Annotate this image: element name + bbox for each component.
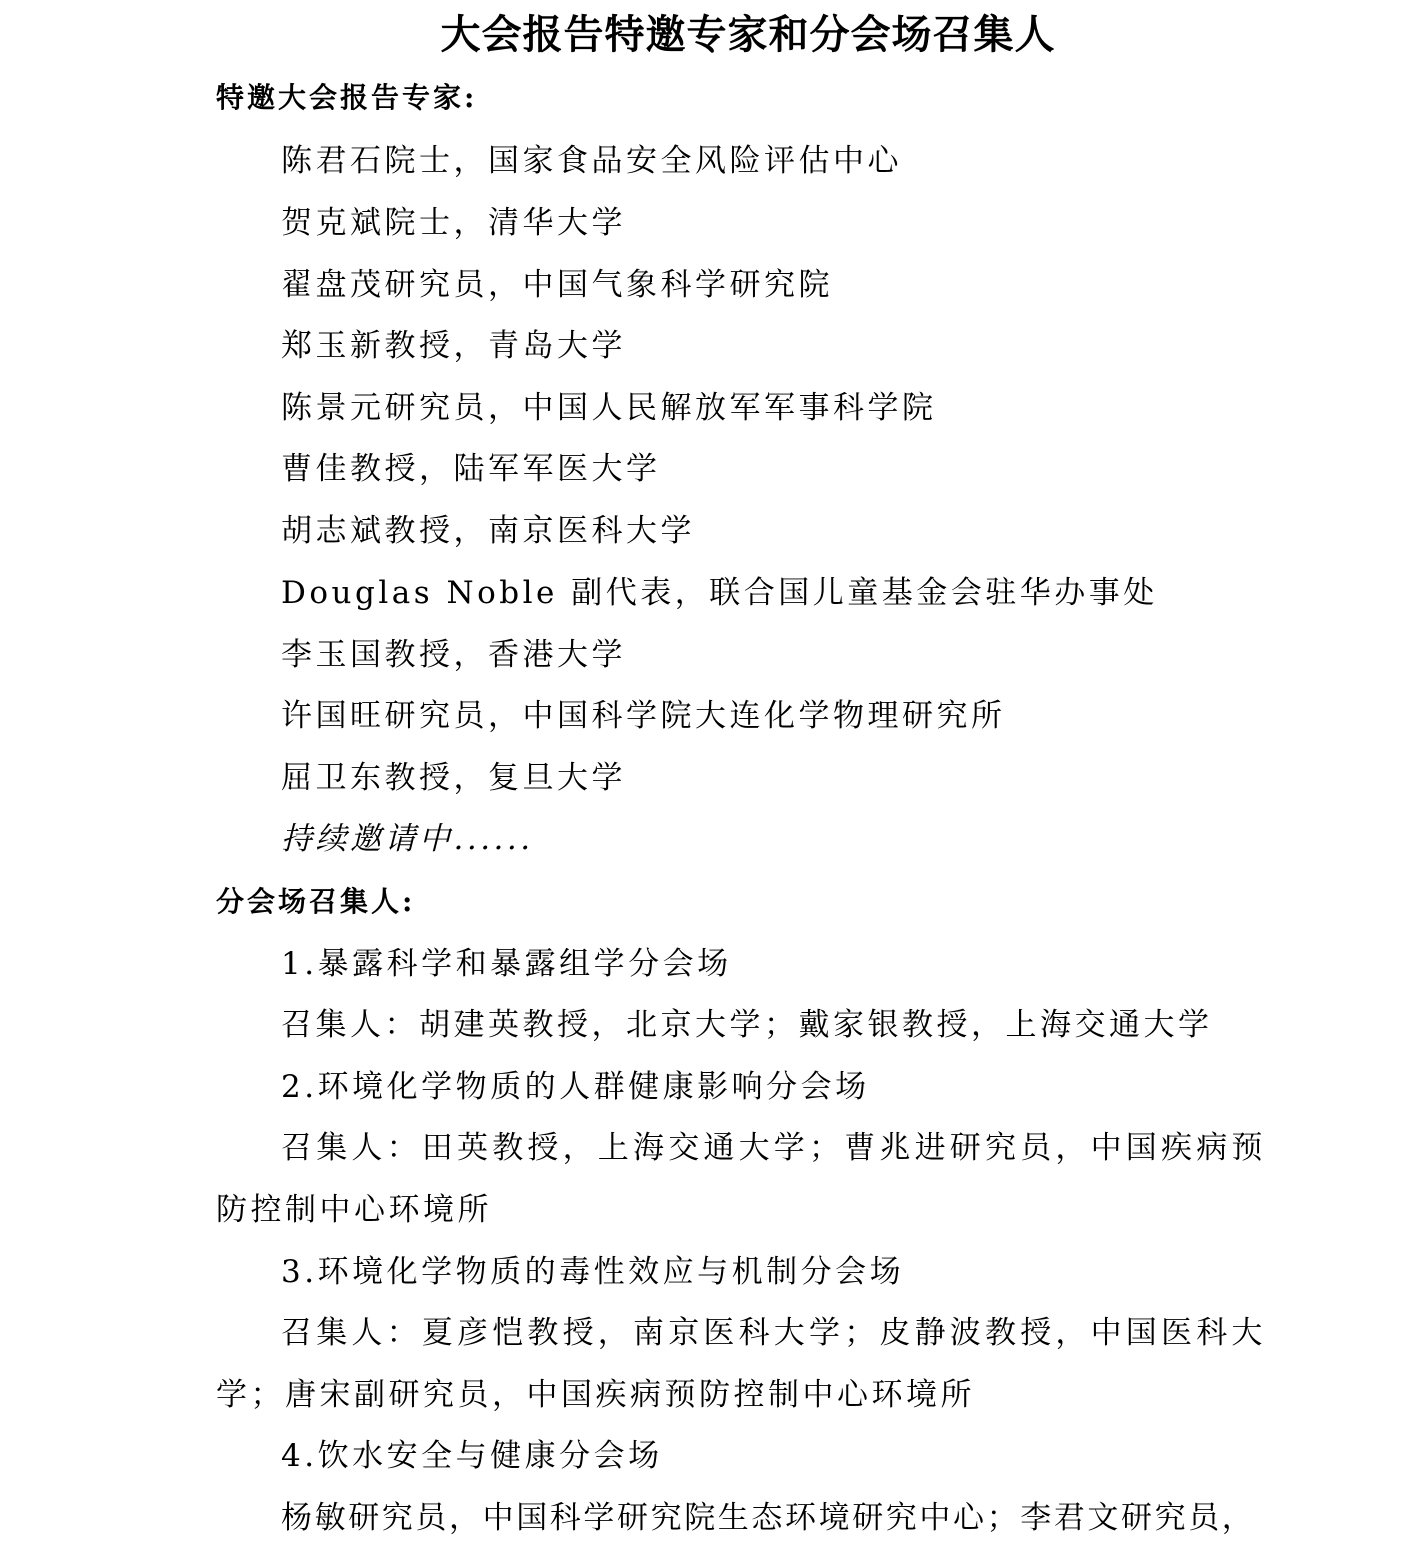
invited-expert: 许国旺研究员，中国科学院大连化学物理研究所 bbox=[281, 698, 1006, 734]
session-conveners: 召集人：田英教授，上海交通大学；曹兆进研究员，中国疾病预 bbox=[281, 1130, 1267, 1166]
session-conveners: 召集人：胡建英教授，北京大学；戴家银教授，上海交通大学 bbox=[281, 1007, 1213, 1043]
session-conveners-cont: 学；唐宋副研究员，中国疾病预防控制中心环境所 bbox=[216, 1377, 975, 1413]
invitation-ongoing-note: 持续邀请中...... bbox=[281, 821, 534, 857]
session-conveners-cont: 防控制中心环境所 bbox=[216, 1192, 492, 1228]
invited-expert: 贺克斌院士，清华大学 bbox=[281, 205, 626, 241]
session-title: 1.暴露科学和暴露组学分会场 bbox=[281, 946, 732, 982]
invited-expert: Douglas Noble 副代表，联合国儿童基金会驻华办事处 bbox=[281, 575, 1158, 611]
session-conveners: 召集人：夏彦恺教授，南京医科大学；皮静波教授，中国医科大 bbox=[281, 1315, 1267, 1351]
session-title: 3.环境化学物质的毒性效应与机制分会场 bbox=[281, 1254, 905, 1290]
invited-expert: 屈卫东教授，复旦大学 bbox=[281, 760, 626, 796]
invited-expert: 郑玉新教授，青岛大学 bbox=[281, 328, 626, 364]
invited-expert: 陈君石院士，国家食品安全风险评估中心 bbox=[281, 143, 902, 179]
page-title: 大会报告特邀专家和分会场召集人 bbox=[440, 12, 1056, 58]
session-conveners: 杨敏研究员，中国科学研究院生态环境研究中心；李君文研究员， bbox=[281, 1500, 1256, 1536]
invited-expert: 李玉国教授，香港大学 bbox=[281, 637, 626, 673]
session-title: 4.饮水安全与健康分会场 bbox=[281, 1438, 663, 1474]
session-title: 2.环境化学物质的人群健康影响分会场 bbox=[281, 1069, 870, 1105]
invited-expert: 胡志斌教授，南京医科大学 bbox=[281, 513, 695, 549]
conveners-heading: 分会场召集人: bbox=[216, 885, 416, 918]
invited-experts-heading: 特邀大会报告专家: bbox=[216, 81, 478, 114]
invited-expert: 翟盘茂研究员，中国气象科学研究院 bbox=[281, 267, 833, 303]
invited-expert: 曹佳教授，陆军军医大学 bbox=[281, 451, 661, 487]
invited-expert: 陈景元研究员，中国人民解放军军事科学院 bbox=[281, 390, 937, 426]
